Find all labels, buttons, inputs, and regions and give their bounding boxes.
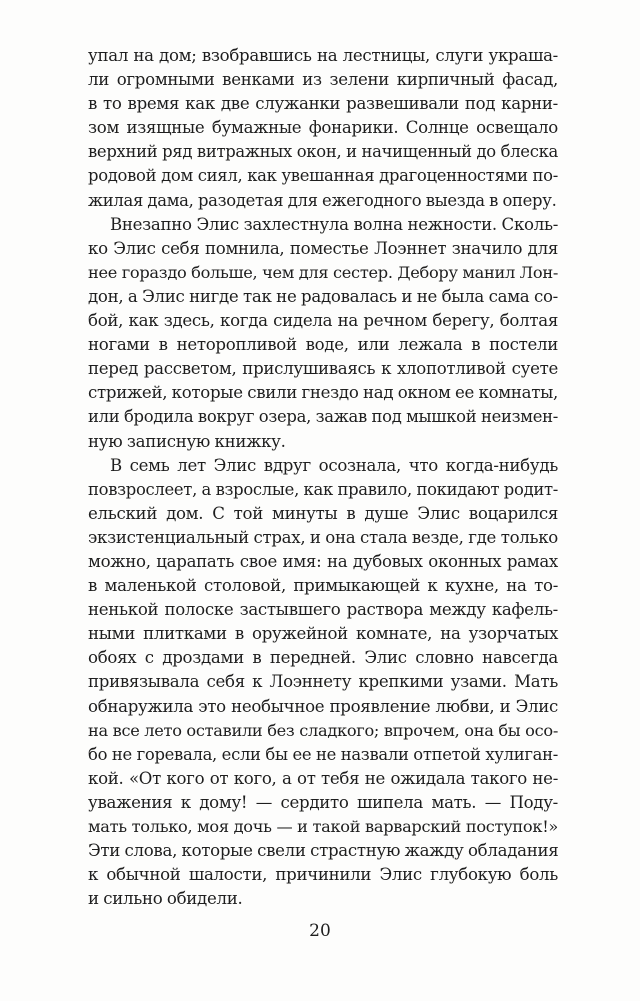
text-line: Внезапно Элис захлестнула волна нежности. Сколь- [110,214,558,234]
text-line: бо не горевала, если бы ее не назвали отпетой хулиган- [88,744,558,764]
page-body-text [88,44,558,911]
text-line: верхний ряд витражных окон, и начищенный до блеска [88,142,558,162]
text-line: ную записную книжку. [88,431,286,451]
text-line: экзистенциальный страх, и она стала везде, где только [88,527,558,547]
text-line: ными плитками в оружейной комнате, на узорчатых [88,624,558,644]
text-line: ли огромными венками из зелени кирпичный фасад, [88,70,558,90]
text-line: к обычной шалости, причинили Элис глубокую боль [88,865,558,885]
text-line: стрижей, которые свили гнездо над окном ее комнаты, [88,383,559,403]
text-line: можно, царапать свое имя: на дубовых оконных рамах [88,551,558,571]
text-line: и сильно обидели. [88,889,243,909]
page-number: 20 [309,921,331,941]
text-line: перед рассветом, прислушиваясь к хлопотливой суете [88,359,558,379]
text-line: кой. «От кого от кого, а от тебя не ожидала такого не- [88,768,558,788]
text-line: жилая дама, разодетая для ежегодного выезда в оперу. [88,190,557,210]
text-line: ельский дом. С той минуты в душе Элис воцарился [88,503,558,523]
text-line: дон, а Элис нигде так не радовалась и не была сама со- [88,286,558,306]
text-line: повзрослеет, а взрослые, как правило, покидают родит- [88,479,558,499]
text-line: зом изящные бумажные фонарики. Солнце освещало [88,118,558,138]
text-line: привязывала себя к Лоэннету крепкими узами. Мать [88,672,558,692]
text-line: упал на дом; взобравшись на лестницы, слуги украша- [88,46,558,65]
text-line: бой, как здесь, когда сидела на речном берегу, болтая [88,311,558,331]
text-line: ногами в неторопливой воде, или лежала в постели [88,335,558,355]
text-line: обоях с дроздами в передней. Элис словно навсегда [88,648,558,668]
text-line: Эти слова, которые свели страстную жажду обладания [88,841,559,861]
text-line: на все лето оставили без сладкого; впрочем, она бы осо- [88,720,558,740]
text-line: нее гораздо больше, чем для сестер. Дебору манил Лон- [88,262,558,282]
text-line: родовой дом сиял, как увешанная драгоценностями по- [88,166,558,186]
text-line: или бродила вокруг озера, зажав под мышкой неизмен- [88,407,558,427]
text-line: мать только, моя дочь — и такой варварский поступок!» [88,817,558,836]
text-line: обнаружила это необычное проявление любви, и Элис [88,696,558,716]
text-line: в то время как две служанки развешивали под карни- [88,94,558,114]
text-line: уважения к дому! — сердито шипела мать. — Поду- [88,792,558,812]
text-line: В семь лет Элис вдруг осознала, что когда-нибудь [110,455,558,475]
text-line: в маленькой столовой, примыкающей к кухне, на то- [88,576,558,596]
text-line: ко Элис себя помнила, поместье Лоэннет значило для [88,238,558,258]
text-line: ненькой полоске застывшего раствора между кафель- [88,600,558,620]
